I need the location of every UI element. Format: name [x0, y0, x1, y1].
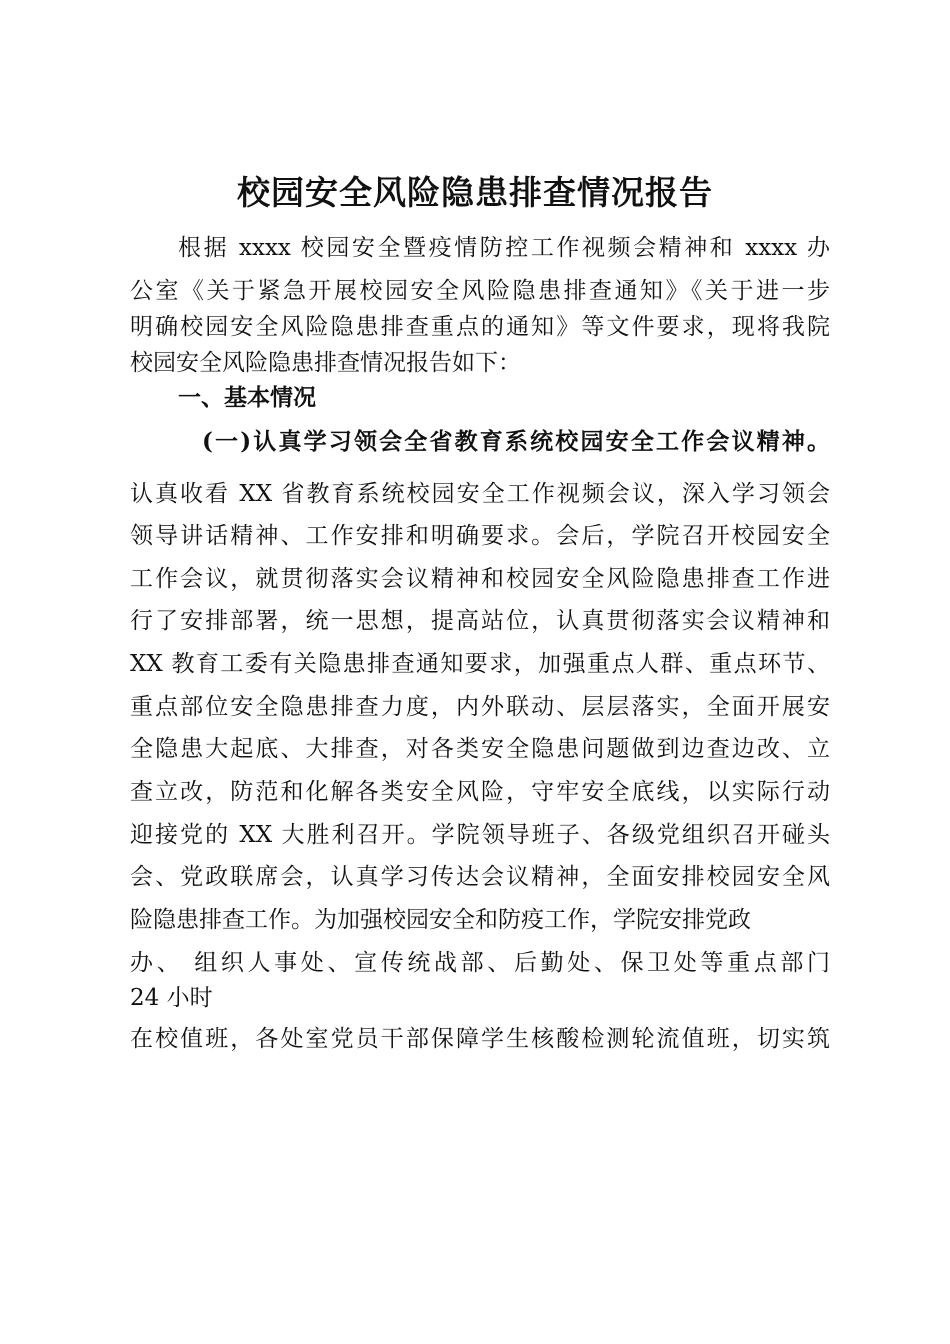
- body-line: XX 教育工委有关隐患排查通知要求，加强重点人群、重点环节、: [130, 651, 830, 677]
- body-line: 办、 组织人事处、宣传统战部、后勤处、保卫处等重点部门: [130, 950, 830, 976]
- body-line: 会、党政联席会，认真学习传达会议精神，全面安排校园安全风: [130, 864, 830, 890]
- body-line: 查立改，防范和化解各类安全风险，守牢安全底线，以实际行动: [130, 779, 830, 805]
- body-line: 工作会议，就贯彻落实会议精神和校园安全风险隐患排查工作进: [130, 566, 830, 592]
- body-line: 全隐患大起底、大排查，对各类安全隐患问题做到边查边改、立: [130, 736, 830, 762]
- intro-line: 明确校园安全风险隐患排查重点的通知》等文件要求，现将我院: [130, 314, 830, 340]
- body-line: 领导讲话精神、工作安排和明确要求。会后，学院召开校园安全: [130, 523, 830, 549]
- document-title: 校园安全风险隐患排查情况报告: [237, 173, 713, 212]
- body-line: 重点部位安全隐患排查力度，内外联动、层层落实，全面开展安: [130, 694, 830, 720]
- intro-line: 校园安全风险隐患排查情况报告如下：: [130, 350, 521, 376]
- intro-line: 根据 xxxx 校园安全暨疫情防控工作视频会精神和 xxxx 办: [178, 235, 830, 261]
- body-line: 在校值班，各处室党员干部保障学生核酸检测轮流值班，切实筑: [130, 1026, 830, 1052]
- body-line: 行了安排部署，统一思想，提高站位，认真贯彻落实会议精神和: [130, 608, 830, 634]
- subsection-heading: (一)认真学习领会全省教育系统校园安全工作会议精神。: [202, 428, 830, 455]
- intro-line: 公室《关于紧急开展校园安全风险隐患排查通知》《关于进一步: [130, 278, 830, 304]
- section-heading: 一、基本情况: [178, 385, 316, 411]
- body-line: 24 小时: [130, 985, 213, 1011]
- body-line: 险隐患排查工作。为加强校园安全和防疫工作，学院安排党政: [130, 907, 751, 933]
- body-line: 迎接党的 XX 大胜利召开。学院领导班子、各级党组织召开碰头: [130, 822, 830, 848]
- body-line: 认真收看 XX 省教育系统校园安全工作视频会议，深入学习领会: [130, 481, 830, 507]
